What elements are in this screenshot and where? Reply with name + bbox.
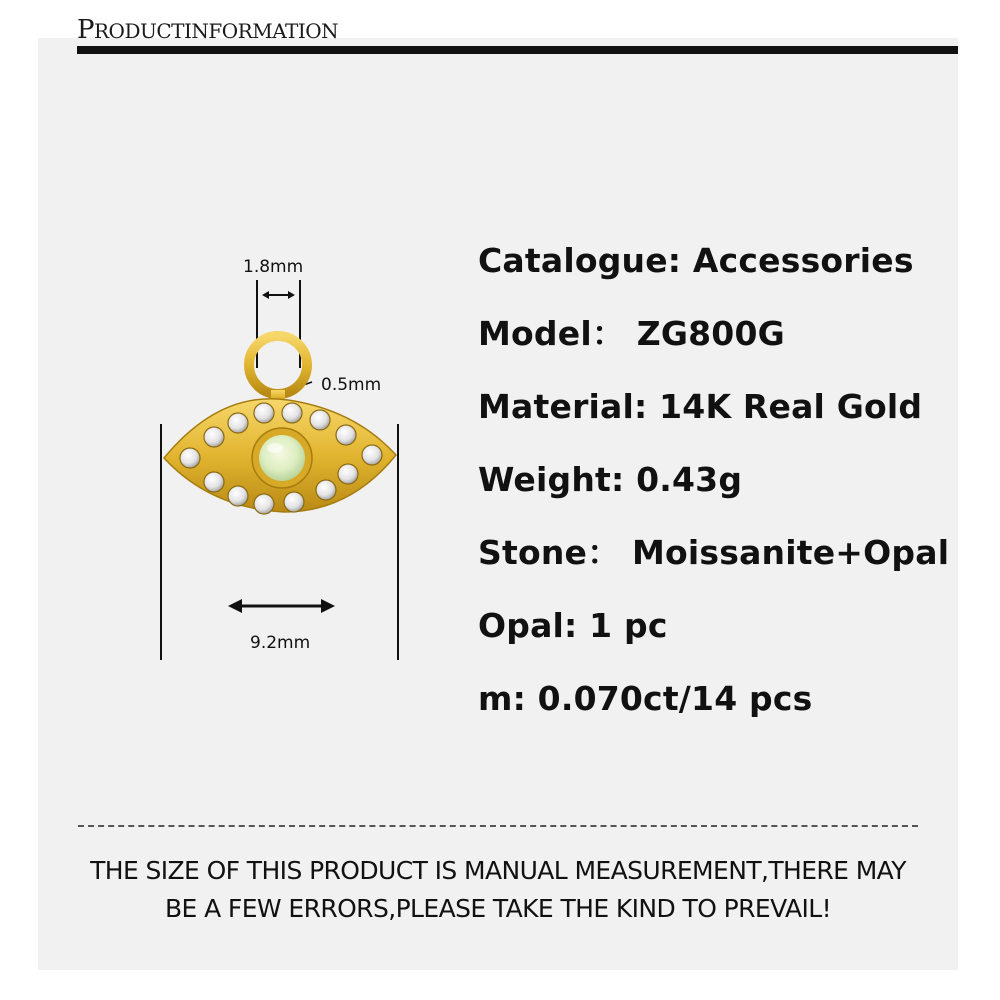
disclaimer-line-1: THE SIZE OF THIS PRODUCT IS MANUAL MEASUREMENT,THERE MAY	[90, 856, 906, 885]
moissanite-stone	[336, 425, 356, 445]
moissanite-stone	[284, 492, 304, 512]
moissanite-stone	[228, 413, 248, 433]
page-title	[77, 8, 338, 46]
wire-thickness-label: 0.5mm	[321, 375, 382, 395]
spec-material: Material: 14K Real Gold	[478, 387, 923, 426]
product-spec-list	[478, 238, 949, 749]
title-initial: P	[77, 15, 94, 45]
moissanite-stone	[316, 480, 336, 500]
header-divider	[77, 46, 958, 54]
opal-highlight	[267, 443, 283, 453]
total-width-label: 9.2mm	[250, 633, 311, 653]
moissanite-stone	[338, 464, 358, 484]
dashed-divider	[78, 825, 918, 827]
moissanite-stone	[310, 410, 330, 430]
moissanite-stone	[282, 403, 302, 423]
ring-width-arrow	[262, 291, 295, 299]
moissanite-stone	[204, 427, 224, 447]
spec-weight: Weight: 0.43g	[478, 460, 743, 499]
spec-moissanite: m: 0.070ct/14 pcs	[478, 679, 813, 718]
ring-width-label: 1.8mm	[243, 257, 304, 277]
title-rest: RODUCTINFORMATION	[94, 19, 339, 43]
moissanite-stone	[362, 445, 382, 465]
evil-eye-charm-image	[150, 250, 430, 670]
total-width-arrow	[228, 599, 335, 613]
moissanite-stone	[254, 403, 274, 423]
disclaimer-line-2: BE A FEW ERRORS,PLEASE TAKE THE KIND TO PREVAIL!	[164, 894, 831, 923]
spec-model: Model： ZG800G	[478, 314, 785, 353]
moissanite-stone	[254, 494, 274, 514]
opal-stone	[259, 435, 305, 481]
measurement-disclaimer	[40, 852, 956, 928]
moissanite-stone	[204, 472, 224, 492]
spec-stone: Stone： Moissanite+Opal	[478, 533, 950, 572]
spec-opal: Opal: 1 pc	[478, 606, 668, 645]
moissanite-stone	[180, 448, 200, 468]
spec-catalogue: Catalogue: Accessories	[478, 241, 914, 280]
moissanite-stone	[228, 486, 248, 506]
